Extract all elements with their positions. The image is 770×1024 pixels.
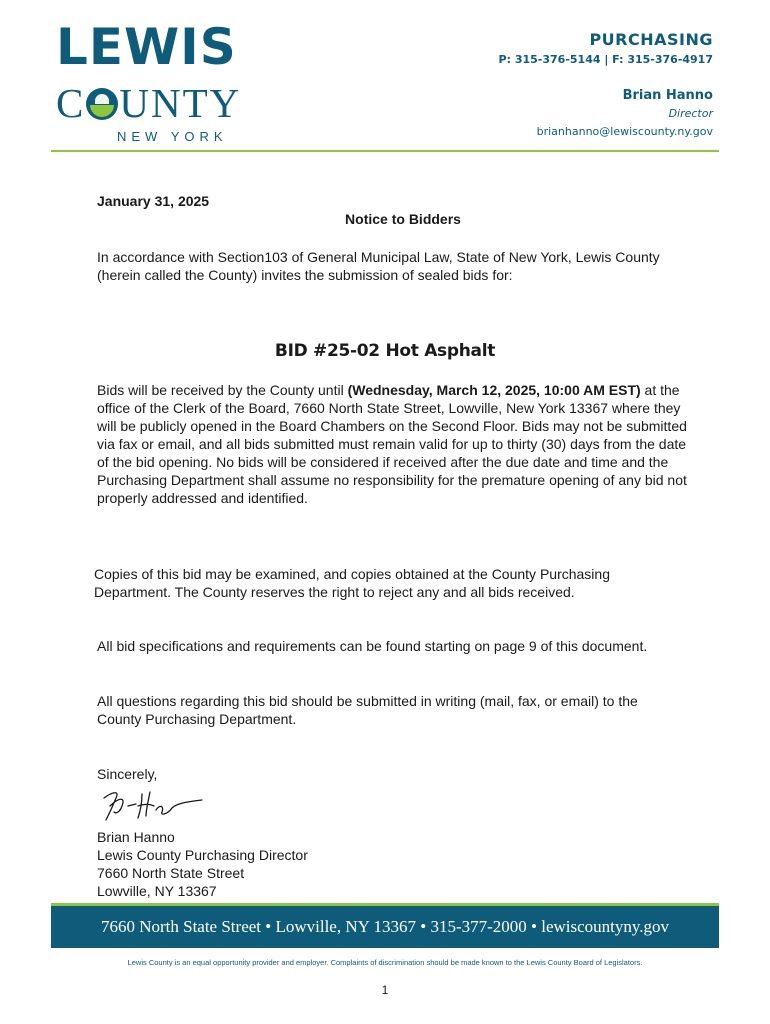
signature-block [97, 828, 497, 900]
logo-lewis: LEWIS [56, 18, 237, 76]
receipt-text-pre: Bids will be received by the County until [97, 382, 348, 398]
intro-paragraph: In accordance with Section103 of General Municipal Law, State of New York, Lewis County (herein called the County) invites the submission of sealed bids for: [97, 249, 660, 283]
logo-emblem-icon [86, 88, 118, 120]
footer-fine-print: Lewis County is an equal opportunity provider and employer. Complaints of discrimination should be made known to the Lewis County Board of Legislators. [127, 958, 643, 967]
bid-title: BID #25-02 Hot Asphalt [274, 341, 496, 361]
receipt-paragraph [97, 381, 687, 507]
signer-name: Brian Hanno [97, 829, 175, 845]
header-phone-fax: P: 315-376-5144 | F: 315-376-4917 [498, 53, 713, 66]
logo-county [56, 82, 241, 124]
receipt-deadline: (Wednesday, March 12, 2025, 10:00 AM EST) [347, 382, 641, 398]
signature-image [98, 784, 208, 824]
closing: Sincerely, [97, 766, 158, 782]
signer-street: 7660 North State Street [97, 865, 245, 881]
logo-county-rest: UNTY [119, 80, 242, 126]
logo-county-c: C [56, 80, 86, 126]
receipt-text-post: at the office of the Clerk of the Board, 7660 North State Street, Lowville, New York 13367 where they will be publicly opened in the Board Chambers on the Second Floor. Bids may not be submitted via fax or email, and all bids submitted must remain valid for up to thirty (30) days from the date of the bid opening. No bids will be considered if received after the due date and time and the Purchasing Department shall assume no responsibility for the premature opening of any bid not properly addressed and identified. [97, 382, 687, 506]
notice-heading: Notice to Bidders [345, 211, 461, 227]
footer-address: 7660 North State Street • Lowville, NY 13367 • 315-377-2000 • lewiscountyny.gov [100, 917, 670, 936]
header-director-name: Brian Hanno [622, 88, 713, 103]
header-email-link[interactable]: brianhanno@lewiscounty.ny.gov [536, 125, 713, 138]
signer-title: Lewis County Purchasing Director [97, 847, 308, 863]
header-divider [51, 150, 719, 152]
letter-date: January 31, 2025 [97, 193, 210, 209]
questions-paragraph: All questions regarding this bid should be submitted in writing (mail, fax, or email) to the County Purchasing Department. [97, 693, 638, 727]
header-department: PURCHASING [589, 30, 713, 49]
header-director-title: Director [668, 107, 713, 120]
copies-paragraph: Copies of this bid may be examined, and copies obtained at the County Purchasing Department. The County reserves the right to reject any and all bids received. [94, 566, 610, 600]
page-number: 1 [381, 983, 389, 997]
logo-new-york: NEW YORK [117, 129, 228, 144]
specs-paragraph: All bid specifications and requirements can be found starting on page 9 of this document. [97, 638, 648, 654]
signer-city: Lowville, NY 13367 [97, 883, 217, 899]
